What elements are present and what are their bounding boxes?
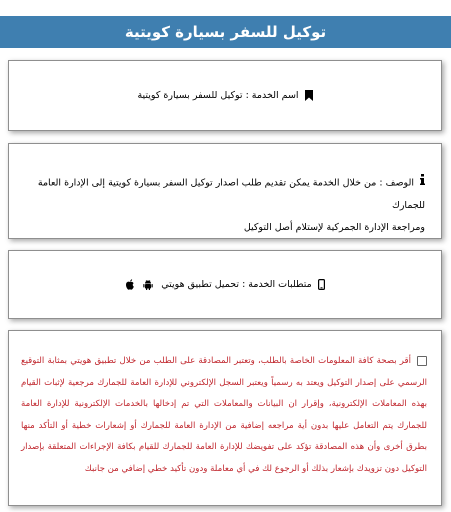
- requirements-label: متطلبات الخدمة :: [242, 279, 312, 290]
- description-label: الوصف :: [379, 177, 414, 189]
- apple-icon: [125, 279, 135, 290]
- service-name-label: اسم الخدمة :: [245, 90, 299, 101]
- consent-text: أقر بصحة كافة المعلومات الخاصة بالطلب، وتعتبر المصادقة على الطلب من خلال تطبيق هويتي بمثابة التوقيع الرسمي على إصدار التوكيل ويعتد به رسمياً ويعتبر السجل الإلكتروني للإدارة العامة للجمارك مرجعية لإثبات القيام بهذه المعاملات الإلكترونية، وإقرار ان البيانات والمعاملات التي تم إدخالها بالخدمات الإلكترونية للإدارة العامة للجمارك يتم التعامل عليها بدون أية مراجعه إضافية من الإدارة العامة للجمارك أو إشعارات خطية أو التأكد منها بطرق أخرى وأن هذه المصادقة تؤكد على تفويضك للإدارة العامة للجمارك للقيام بكافة الإجراءات المتعلقة بإصدار التوكيل دون تزويدك بإشعار بذلك أو الرجوع لك في أي معاملة ودون تأكيد خطي إضافي من جانبك: [21, 356, 427, 474]
- info-icon: [420, 172, 425, 194]
- requirements-card: [8, 250, 442, 319]
- description-text-2: ومراجعة الإدارة الجمركية لإستلام أصل التوكيل: [243, 221, 425, 233]
- service-name-card: [8, 60, 442, 131]
- requirements-row: [9, 251, 441, 318]
- description-line-1: [25, 172, 425, 217]
- page-title: توكيل للسفر بسيارة كويتية: [124, 23, 327, 41]
- consent-block: [21, 351, 427, 480]
- page-header: [0, 16, 451, 48]
- consent-checkbox[interactable]: [417, 356, 427, 366]
- description-text-1: من خلال الخدمة يمكن تقديم طلب اصدار توكيل السفر بسيارة كويتية إلى الإدارة العامة للجمارك: [37, 177, 425, 211]
- consent-card: [8, 330, 442, 506]
- android-icon: [143, 279, 153, 290]
- mobile-phone-icon: [318, 279, 325, 290]
- requirements-value: تحميل تطبيق هويتي: [161, 279, 240, 290]
- description-card: [8, 143, 442, 239]
- service-name-row: [9, 61, 441, 130]
- bookmark-icon: [305, 90, 313, 101]
- service-name-value: توكيل للسفر بسيارة كويتية: [137, 90, 243, 101]
- description-block: [25, 172, 425, 239]
